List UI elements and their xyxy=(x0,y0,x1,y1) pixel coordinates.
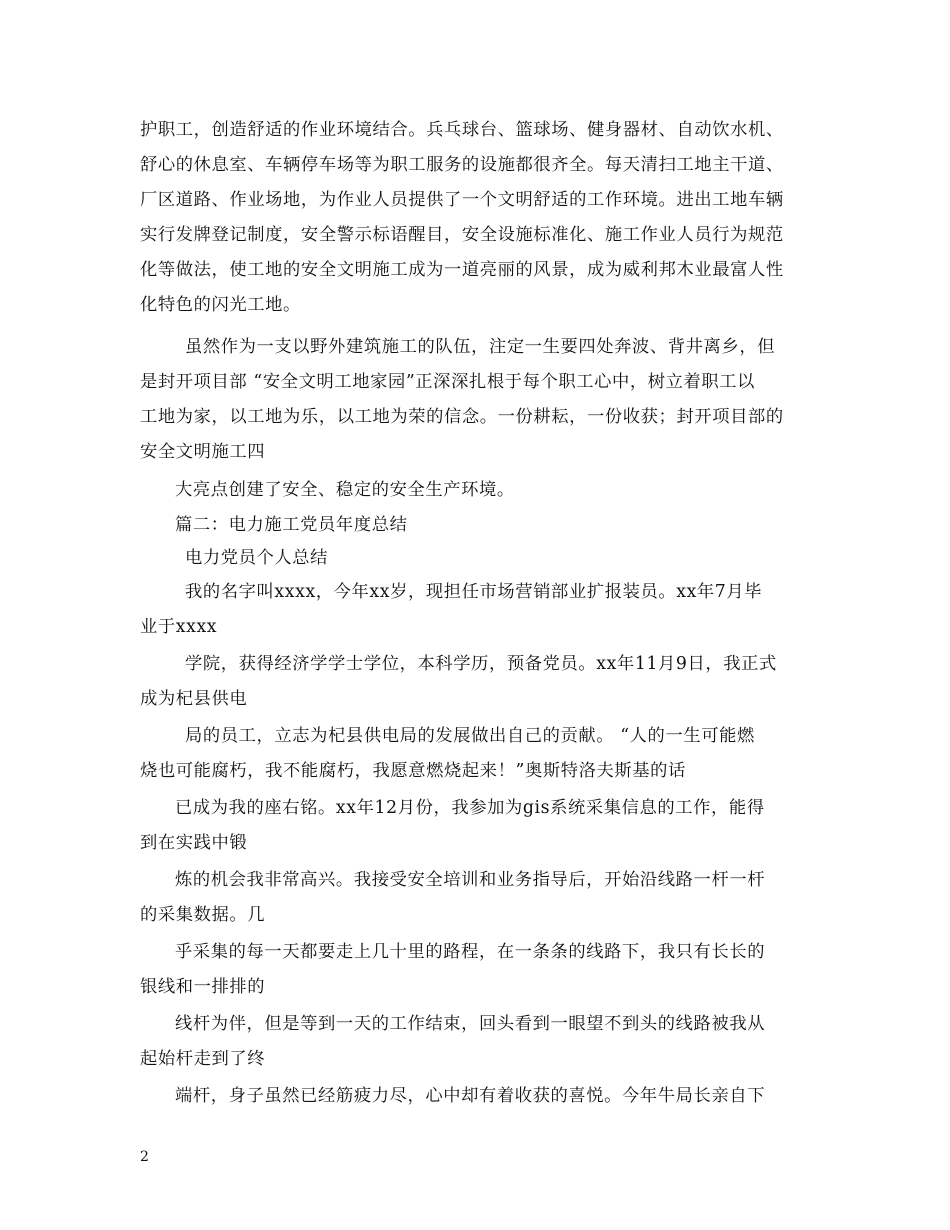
text-line: 烧也可能腐朽，我不能腐朽，我愿意燃烧起来！”奥斯特洛夫斯基的话 xyxy=(140,761,686,781)
section-heading: 篇二：电力施工党员年度总结 xyxy=(175,515,408,535)
text-line: 起始杆走到了终 xyxy=(140,1049,266,1069)
text-line: 化等做法，使工地的安全文明施工成为一道亮丽的风景，成为威利邦木业最富人性 xyxy=(140,260,784,280)
subsection-heading: 电力党员个人总结 xyxy=(185,548,329,568)
text-line: 业于xxxx xyxy=(140,617,218,637)
text-line: 大亮点创建了安全、稳定的安全生产环境。 xyxy=(175,480,515,500)
text-line: 厂区道路、作业场地，为作业人员提供了一个文明舒适的工作环境。进出工地车辆 xyxy=(140,190,784,210)
page-number: 2 xyxy=(140,1149,149,1165)
text-line: 到在实践中锻 xyxy=(140,833,248,853)
text-line: 舒心的休息室、车辆停车场等为职工服务的设施都很齐全。每天清扫工地主干道、 xyxy=(140,155,784,175)
text-line: 学院，获得经济学学士学位，本科学历，预备党员。xx年11月9日，我正式 xyxy=(185,654,777,674)
text-line: 成为杞县供电 xyxy=(140,689,248,709)
text-line: 化特色的闪光工地。 xyxy=(140,295,301,315)
text-line: 已成为我的座右铭。xx年12月份，我参加为gis系统采集信息的工作，能得 xyxy=(175,798,765,818)
text-line: 实行发牌登记制度，安全警示标语醒目，安全设施标准化、施工作业人员行为规范 xyxy=(140,225,784,245)
text-line: 安全文明施工四 xyxy=(140,442,266,462)
text-line: 线杆为伴，但是等到一天的工作结束，回头看到一眼望不到头的线路被我从 xyxy=(175,1014,766,1034)
text-line: 的采集数据。几 xyxy=(140,905,266,925)
text-line: 端杆，身子虽然已经筋疲力尽，心中却有着收获的喜悦。今年牛局长亲自下 xyxy=(175,1086,766,1106)
text-line: 虽然作为一支以野外建筑施工的队伍，注定一生要四处奔波、背井离乡，但 xyxy=(185,337,776,357)
text-line: 炼的机会我非常高兴。我接受安全培训和业务指导后，开始沿线路一杆一杆 xyxy=(175,870,766,890)
text-line: 护职工，创造舒适的作业环境结合。兵乓球台、篮球场、健身器材、自动饮水机、 xyxy=(140,120,784,140)
text-line: 银线和一排排的 xyxy=(140,977,266,997)
text-line: 工地为家，以工地为乐，以工地为荣的信念。一份耕耘，一份收获；封开项目部的 xyxy=(140,407,784,427)
text-line: 乎采集的每一天都要走上几十里的路程，在一条条的线路下，我只有长长的 xyxy=(175,942,766,962)
text-line: 局的员工，立志为杞县供电局的发展做出自己的贡献。 “人的一生可能燃 xyxy=(185,726,755,746)
text-line: 我的名字叫xxxx，今年xx岁，现担任市场营销部业扩报装员。xx年7月毕 xyxy=(185,582,763,602)
text-line: 是封开项目部 “安全文明工地家园”正深深扎根于每个职工心中，树立着职工以 xyxy=(140,372,756,392)
